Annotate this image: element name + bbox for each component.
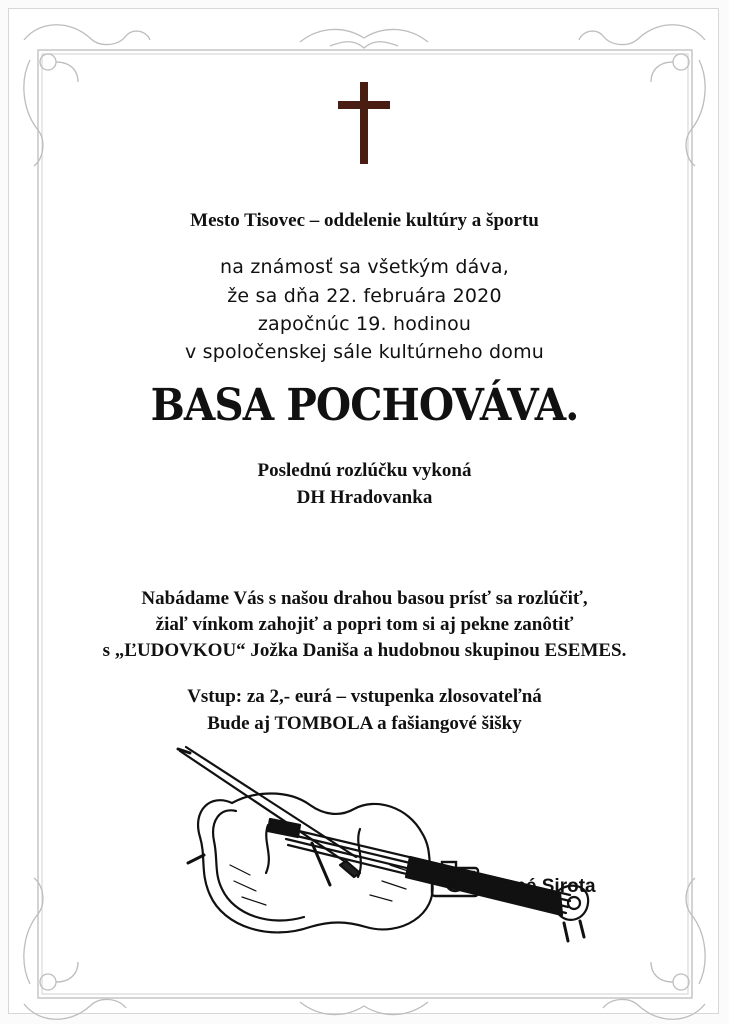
farewell-line-1: Poslednú rozlúčku vykoná xyxy=(257,460,472,481)
photographer-watermark xyxy=(428,858,658,898)
farewell-line-2: DH Hradovanka xyxy=(296,487,433,508)
invitation-line-2: žiaľ vínkom zahojiť a popri tom si aj pekne zanôtiť xyxy=(155,614,574,635)
invitation-line-3: s „ĽUDOVKOU“ Jožka Daniša a hudobnou skupinou ESEMES. xyxy=(102,640,627,661)
entry-line-2: Bude aj TOMBOLA a fašiangové šišky xyxy=(207,713,522,734)
announcement-line-4: v spoločenskej sále kultúrneho domu xyxy=(184,341,545,363)
camera-icon xyxy=(428,858,484,898)
announcement-line-1: na známosť sa všetkým dáva, xyxy=(220,256,509,278)
watermark-text: René Sirota xyxy=(490,876,596,897)
headline: BASA POCHOVÁVA. xyxy=(150,380,579,431)
entry-line-1: Vstup: za 2,- eurá – vstupenka zlosovateľná xyxy=(187,686,542,707)
announcement-line-3: započnúc 19. hodinou xyxy=(257,313,472,335)
invitation-line-1: Nabádame Vás s našou drahou basou prísť sa rozlúčiť, xyxy=(141,588,588,609)
cross-icon xyxy=(338,82,390,164)
organizer-line: Mesto Tisovec – oddelenie kultúry a športu xyxy=(190,210,539,231)
double-bass-illustration xyxy=(170,745,600,945)
announcement-line-2: že sa dňa 22. februára 2020 xyxy=(227,285,502,307)
